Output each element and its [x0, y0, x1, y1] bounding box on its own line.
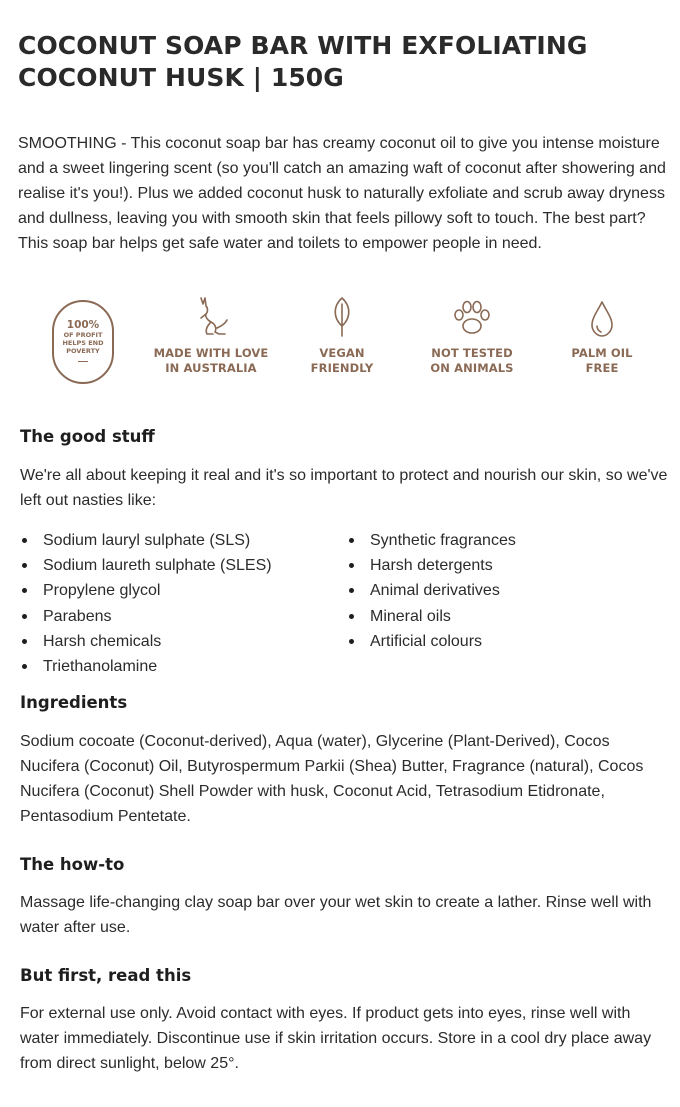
ingredients-text: Sodium cocoate (Coconut-derived), Aqua (water), Glycerine (Plant-Derived), Cocos Nucifera (Coconut) Oil, Butyrospermum Parkii (Shea) Butter, Fragrance (natural), Cocos Nucifera (Coconut) Shell Powder with husk, Coconut Acid, Tetrasodium Etidronate, Pentasodium Pentetate. — [20, 733, 644, 825]
kangaroo-icon — [191, 294, 231, 338]
list-item: Animal derivatives — [347, 578, 667, 603]
warning-heading: But first, read this — [20, 966, 192, 985]
leaf-icon — [327, 294, 357, 338]
list-item: Harsh chemicals — [20, 629, 340, 654]
list-item: Harsh detergents — [347, 553, 667, 578]
list-item: Sodium lauryl sulphate (SLS) — [20, 528, 340, 553]
list-item: Mineral oils — [347, 604, 667, 629]
product-title: COCONUT SOAP BAR WITH EXFOLIATING COCONUT HUSK | 150G — [18, 31, 588, 92]
nasties-list-left — [20, 528, 340, 679]
badges-row — [18, 294, 670, 394]
drop-icon — [587, 294, 617, 338]
badge-palm-oil-free — [552, 294, 652, 376]
paw-icon — [450, 294, 494, 338]
good-stuff-intro: We're all about keeping it real and it's so important to protect and nourish our skin, so we've left out nasties like: — [20, 467, 668, 509]
ingredients-heading: Ingredients — [20, 693, 128, 712]
list-item: Synthetic fragrances — [347, 528, 667, 553]
list-item: Propylene glycol — [20, 578, 340, 603]
badge-label: VEGAN FRIENDLY — [310, 346, 374, 375]
seal-text: OF PROFIT HELPS END POVERTY — [62, 331, 104, 355]
list-item: Sodium laureth sulphate (SLES) — [20, 553, 340, 578]
badge-vegan — [292, 294, 392, 376]
badge-label: NOT TESTED ON ANIMALS — [430, 346, 514, 375]
badge-label: PALM OIL FREE — [571, 346, 633, 375]
badge-label: MADE WITH LOVE IN AUSTRALIA — [153, 346, 269, 375]
badge-made-in-australia — [146, 294, 276, 376]
how-to-heading: The how-to — [20, 855, 125, 874]
badge-not-tested — [412, 294, 532, 376]
good-stuff-heading: The good stuff — [20, 427, 155, 446]
nasties-list-right — [347, 528, 667, 654]
product-description: SMOOTHING - This coconut soap bar has creamy coconut oil to give you intense moisture and a sweet lingering scent (so you'll catch an amazing waft of coconut after showering and realise it's you!). Plus we added coconut husk to naturally exfoliate and scrub away dryness and dullness, leaving you with smooth skin that feels pillowy soft to touch. The best part? This soap bar helps get safe water and toilets to empower people in need. — [18, 135, 666, 252]
list-item: Triethanolamine — [20, 654, 340, 679]
warning-text: For external use only. Avoid contact with eyes. If product gets into eyes, rinse well with water immediately. Discontinue use if skin irritation occurs. Store in a cool dry place away from direct sunlight, below 25°. — [20, 1005, 652, 1072]
seal-percent: 100% — [66, 319, 100, 331]
how-to-text: Massage life-changing clay soap bar over your wet skin to create a lather. Rinse well with water after use. — [20, 894, 652, 936]
list-item: Artificial colours — [347, 629, 667, 654]
list-item: Parabens — [20, 604, 340, 629]
